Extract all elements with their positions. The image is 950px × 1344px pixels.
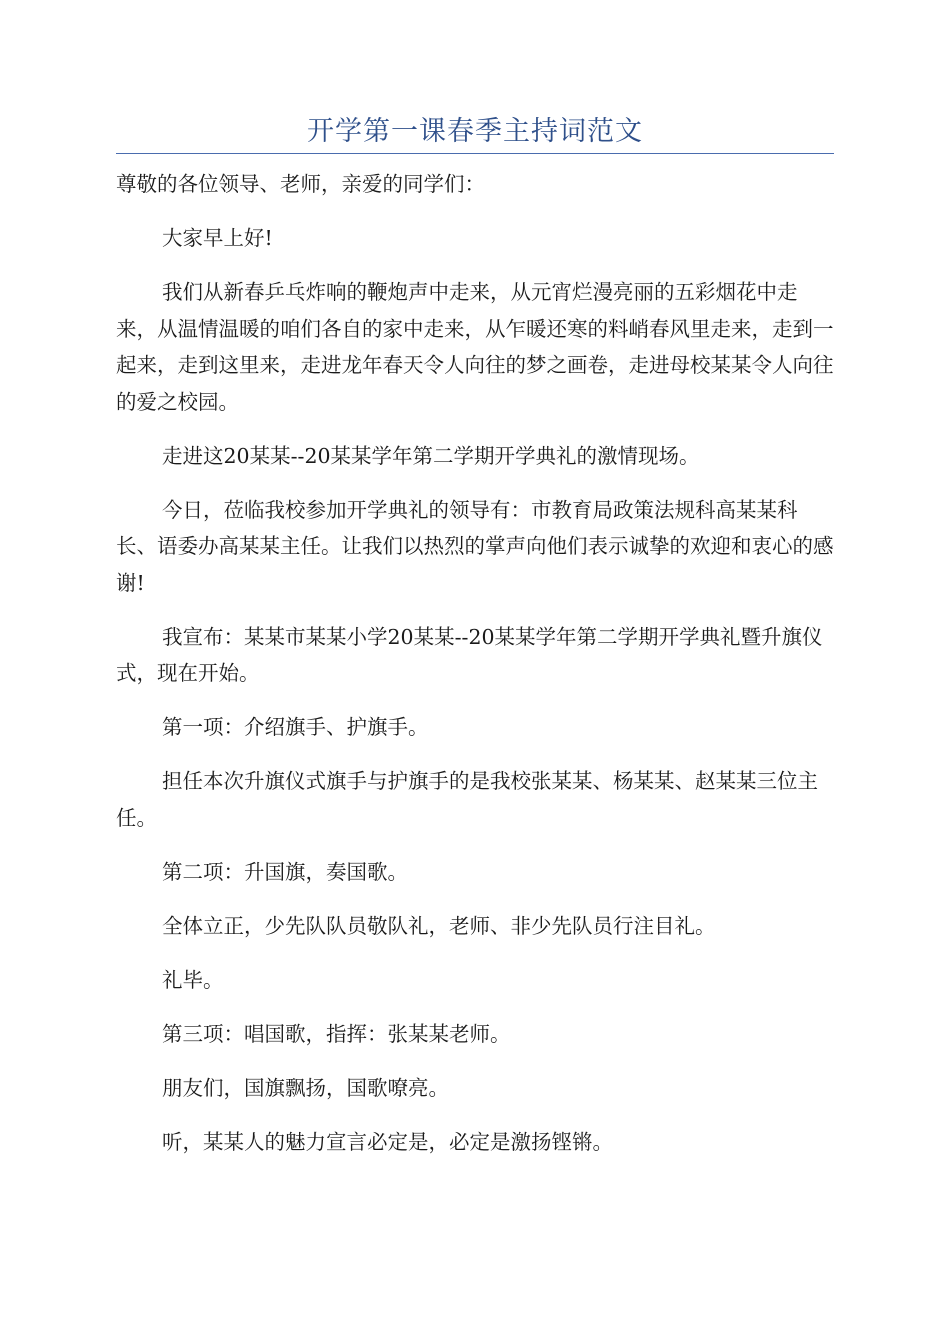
document-body [116,166,834,1160]
paragraph: 全体立正，少先队队员敬队礼，老师、非少先队员行注目礼。 [162,913,716,938]
paragraph: 听，某某人的魅力宣言必定是，必定是激扬铿锵。 [162,1129,613,1154]
paragraph: 大家早上好! [162,226,273,250]
paragraph: 第一项：介绍旗手、护旗手。 [162,715,429,739]
paragraph: 礼毕。 [162,967,224,992]
paragraph: 第二项：升国旗，奏国歌。 [162,859,408,884]
paragraph: 走进这20某某--20某某学年第二学期开学典礼的激情现场。 [162,443,700,468]
paragraph-greeting: 尊敬的各位领导、老师，亲爱的同学们： [116,172,485,196]
paragraph: 我们从新春乒乓炸响的鞭炮声中走来，从元宵烂漫亮丽的五彩烟花中走来，从温情温暖的咱们各自的家中走来，从乍暖还寒的料峭春风里走来，走到一起来，走到这里来，走进龙年春天令人向往的梦之画卷，走进母校某某令人向往的爱之校园。 [116,280,834,414]
document-page [116,0,834,1178]
paragraph: 朋友们，国旗飘扬，国歌嘹亮。 [162,1075,449,1100]
paragraph: 我宣布：某某市某某小学20某某--20某某学年第二学期开学典礼暨升旗仪式，现在开始。 [116,624,823,685]
document-title: 开学第一课春季主持词范文 [307,116,643,147]
title-underline [116,153,834,154]
paragraph: 担任本次升旗仪式旗手与护旗手的是我校张某某、杨某某、赵某某三位主任。 [116,769,818,830]
paragraph: 今日，莅临我校参加开学典礼的领导有：市教育局政策法规科高某某科长、语委办高某某主任。让我们以热烈的掌声向他们表示诚挚的欢迎和衷心的感谢! [116,497,834,595]
paragraph: 第三项：唱国歌，指挥：张某某老师。 [162,1021,511,1046]
